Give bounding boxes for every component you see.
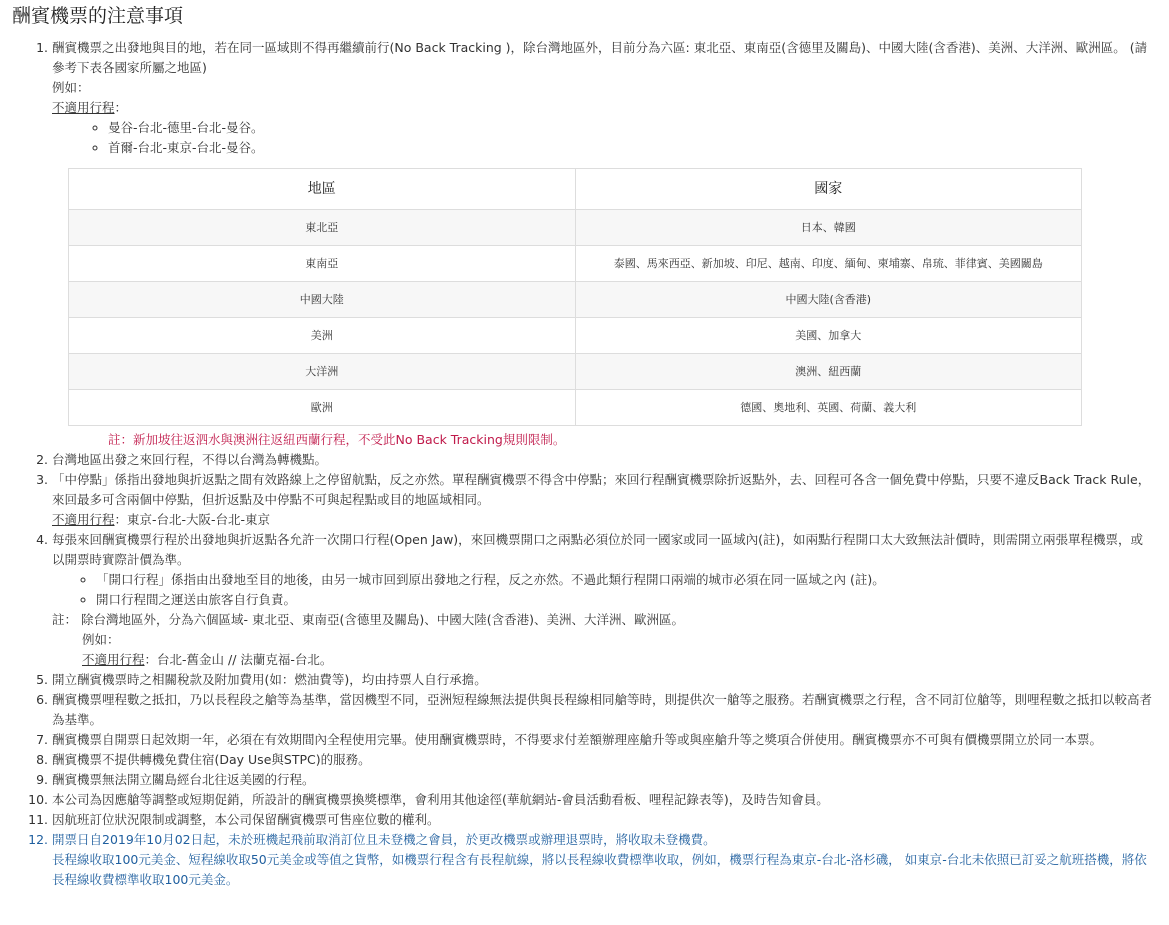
item-3-text: 「中停點」係指出發地與折返點之間有效路線上之停留航點，反之亦然。單程酬賓機票不得含中停點；來回行程酬賓機票除折返點外，去、回程可各含一個免費中停點，只要不違反Back Track Rule，來回最多可含兩個中停點，但折返點及中停點不可與起程點或目的地區域相同。 <box>52 472 1151 507</box>
list-item-6: 6. 酬賓機票哩程數之抵扣，乃以長程段之艙等為基準，當因機型不同，亞洲短程線無法提供與長程線相同艙等時，則提供次一艙等之服務。若酬賓機票之行程，含不同訂位艙等，則哩程數之抵扣以較高者為基準。 <box>52 690 1155 730</box>
item-4-na-label: 不適用行程 <box>82 652 145 667</box>
list-item-9: 9. 酬賓機票無法開立關島經台北往返美國的行程。 <box>52 770 1155 790</box>
table-cell: 泰國、馬來西亞、新加坡、印尼、越南、印度、緬甸、柬埔寨、帛琉、菲律賓、美國關島 <box>575 246 1082 282</box>
item-4-na-text: ：台北-舊金山 // 法蘭克福-台北。 <box>144 652 333 667</box>
table-row <box>69 246 1082 282</box>
item-4-text: 每張來回酬賓機票行程於出發地與折返點各允許一次開口行程(Open Jaw)，來回機票開口之兩點必須位於同一國家或同一區域內(註)，如兩點行程開口太大致無法計價時，則需開立兩張單程機票，或以開票時實際計價為準。 <box>52 532 1143 567</box>
item-4-note: 註： 除台灣地區外，分為六個區域- 東北亞、東南亞(含德里及關島)、中國大陸(含香港)、美洲、大洋洲、歐洲區。 <box>52 612 684 627</box>
table-row <box>69 390 1082 426</box>
header-region: 地區 <box>69 169 576 210</box>
table-row <box>69 354 1082 390</box>
list-item: ◦ 曼谷-台北-德里-台北-曼谷。 <box>108 118 1155 138</box>
table-cell: 中國大陸(含香港) <box>575 282 1082 318</box>
item-1-bullets <box>52 118 1155 158</box>
list-item-2: 2. 台灣地區出發之來回行程，不得以台灣為轉機點。 <box>52 450 1155 470</box>
item-12-line-2: 長程線收取100元美金、短程線收取50元美金或等值之貨幣，如機票行程含有長程航線，將以長程線收費標準收取，例如，機票行程為東京-台北-洛杉磯， 如東京-台北未依照已訂妥之航班搭機，將依長程線收費標準收取100元美金。 <box>52 852 1147 887</box>
list-item-7: 7. 酬賓機票自開票日起效期一年，必須在有效期間內全程使用完畢。使用酬賓機票時，不得要求付差額辦理座艙升等或與座艙升等之獎項合併使用。酬賓機票亦不可與有價機票開立於同一本票。 <box>52 730 1155 750</box>
item-3-na-text: ：東京-台北-大阪-台北-東京 <box>114 512 271 527</box>
list-item-5: 5. 開立酬賓機票時之相關稅款及附加費用(如：燃油費等)，均由持票人自行承擔。 <box>52 670 1155 690</box>
list-item-1 <box>52 38 1155 450</box>
table-cell: 德國、奧地利、英國、荷蘭、義大利 <box>575 390 1082 426</box>
list-item-10: 10. 本公司為因應艙等調整或短期促銷，所設計的酬賓機票換獎標準，會利用其他途徑(華航網站-會員活動看板、哩程記錄表等)，及時告知會員。 <box>52 790 1155 810</box>
list-item-8: 8. 酬賓機票不提供轉機免費住宿(Day Use與STPC)的服務。 <box>52 750 1155 770</box>
table-cell: 中國大陸 <box>69 282 576 318</box>
table-cell: 大洋洲 <box>69 354 576 390</box>
list-item-11: 11. 因航班訂位狀況限制或調整，本公司保留酬賓機票可售座位數的權利。 <box>52 810 1155 830</box>
table-row <box>69 282 1082 318</box>
item-3-na-label: 不適用行程 <box>52 512 115 527</box>
list-item: ◦ 開口行程間之運送由旅客自行負責。 <box>96 590 1155 610</box>
item-12-line-1: 開票日自2019年10月02日起，未於班機起飛前取消訂位且未登機之會員，於更改機票或辦理退票時，將收取未登機費。 <box>52 832 716 847</box>
table-header-row <box>69 169 1082 210</box>
list-item-3 <box>52 470 1155 530</box>
item-4-bullets <box>52 570 1155 610</box>
table-cell: 美洲 <box>69 318 576 354</box>
item-1-na-label: 不適用行程 <box>52 100 115 115</box>
list-item: ◦ 「開口行程」係指由出發地至目的地後，由另一城市回到原出發地之行程，反之亦然。不過此類行程開口兩端的城市必須在同一區域之內 (註)。 <box>96 570 1155 590</box>
item-4-na <box>52 650 1155 670</box>
list-item-4 <box>52 530 1155 670</box>
list-item-12 <box>52 830 1155 890</box>
item-1-example-label: 例如： <box>52 80 90 95</box>
table-cell: 歐洲 <box>69 390 576 426</box>
table-cell: 東北亞 <box>69 210 576 246</box>
table-cell: 日本、韓國 <box>575 210 1082 246</box>
region-table <box>68 168 1082 426</box>
table-row <box>69 210 1082 246</box>
table-cell: 澳洲、紐西蘭 <box>575 354 1082 390</box>
list-item: ◦ 首爾-台北-東京-台北-曼谷。 <box>108 138 1155 158</box>
item-1-text: 酬賓機票之出發地與目的地，若在同一區域則不得再繼續前行(No Back Tracking )，除台灣地區外，目前分為六區: 東北亞、東南亞(含德里及關島)、中國大陸(含香港)、美洲、大洋洲、歐洲區。 (請參考下表各國家所屬之地區) <box>52 40 1148 75</box>
table-row <box>69 318 1082 354</box>
table-cell: 東南亞 <box>69 246 576 282</box>
notice-list <box>12 38 1155 890</box>
item-4-example-label: 例如： <box>82 632 120 647</box>
item-1-na-colon: ： <box>114 100 128 115</box>
header-country: 國家 <box>575 169 1082 210</box>
item-1-note: 註：新加坡往返泗水與澳洲往返紐西蘭行程，不受此No Back Tracking規則限制。 <box>108 432 566 447</box>
page-title: 酬賓機票的注意事項 <box>12 5 184 27</box>
table-cell: 美國、加拿大 <box>575 318 1082 354</box>
